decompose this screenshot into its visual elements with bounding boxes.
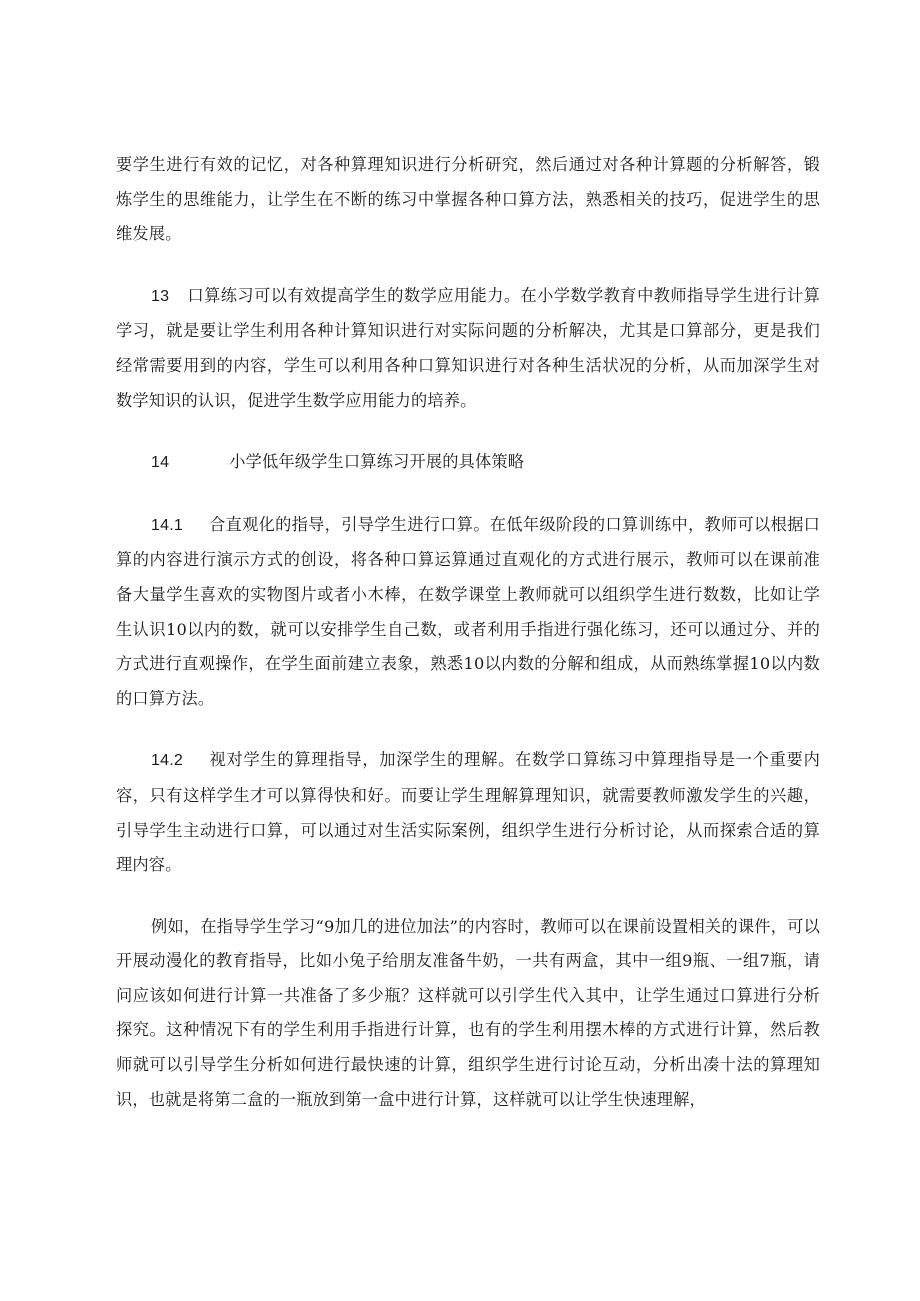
section-number: 14 (151, 454, 170, 472)
section-text: 视对学生的算理指导，加深学生的理解。在数学口算练习中算理指导是一个重要内容，只有这样学生才可以算得快和好。而要让学生理解算理知识，就需要教师激发学生的兴趣，引导学生主动进行口算，可以通过对生活实际案例，组织学生进行分析讨论，从而探索合适的算理内容。 (116, 750, 820, 875)
section-text: 合直观化的指导，引导学生进行口算。在低年级阶段的口算训练中，教师可以根据口算的内容进行演示方式的创设，将各种口算运算通过直观化的方式进行展示，教师可以在课前准备大量学生喜欢的实物图片或者小木棒，在数学课堂上教师就可以组织学生进行数数，比如让学生认识10以内的数，就可以安排学生自己数，或者利用手指进行强化练习，还可以通过分、并的方式进行直观操作，在学生面前建立表象，熟悉10以内数的分解和组成，从而熟练掌握10以内数的口算方法。 (116, 514, 820, 708)
paragraph-section-14-1 (116, 508, 820, 717)
paragraph-example: 例如，在指导学生学习“9加几的进位加法”的内容时，教师可以在课前设置相关的课件，可以开展动漫化的教育指导，比如小兔子给朋友准备牛奶，一共有两盒，其中一组9瓶、一组7瓶，请问应该如何进行计算一共准备了多少瓶？这样就可以引学生代入其中，让学生通过口算进行分析探究。这种情况下有的学生利用手指进行计算，也有的学生利用摆木棒的方式进行计算，然后教师就可以引导学生分析如何进行最快速的计算，组织学生进行讨论互动，分析出凑十法的算理知识，也就是将第二盒的一瓶放到第一盒中进行计算，这样就可以让学生快速理解， (116, 916, 820, 1109)
heading-section-14 (116, 445, 820, 481)
paragraph-section-13 (116, 279, 820, 418)
section-number: 14.1 (151, 516, 183, 534)
document-page (116, 148, 820, 1117)
section-text: 口算练习可以有效提高学生的数学应用能力。在小学数学教育中教师指导学生进行计算学习，就是要让学生利用各种计算知识进行对实际问题的分析解决，尤其是口算部分，更是我们经常需要用到的内容，学生可以利用各种口算知识进行对各种生活状况的分析，从而加深学生对数学知识的认识，促进学生数学应用能力的培养。 (116, 285, 820, 410)
section-number: 13 (151, 287, 170, 305)
section-number: 14.2 (151, 752, 183, 770)
section-heading-text: 小学低年级学生口算练习开展的具体策略 (229, 452, 525, 472)
paragraph-section-14-2 (116, 743, 820, 882)
paragraph-continuation: 要学生进行有效的记忆，对各种算理知识进行分析研究，然后通过对各种计算题的分析解答，锻炼学生的思维能力，让学生在不断的练习中掌握各种口算方法，熟悉相关的技巧，促进学生的思维发展。 (116, 155, 820, 244)
